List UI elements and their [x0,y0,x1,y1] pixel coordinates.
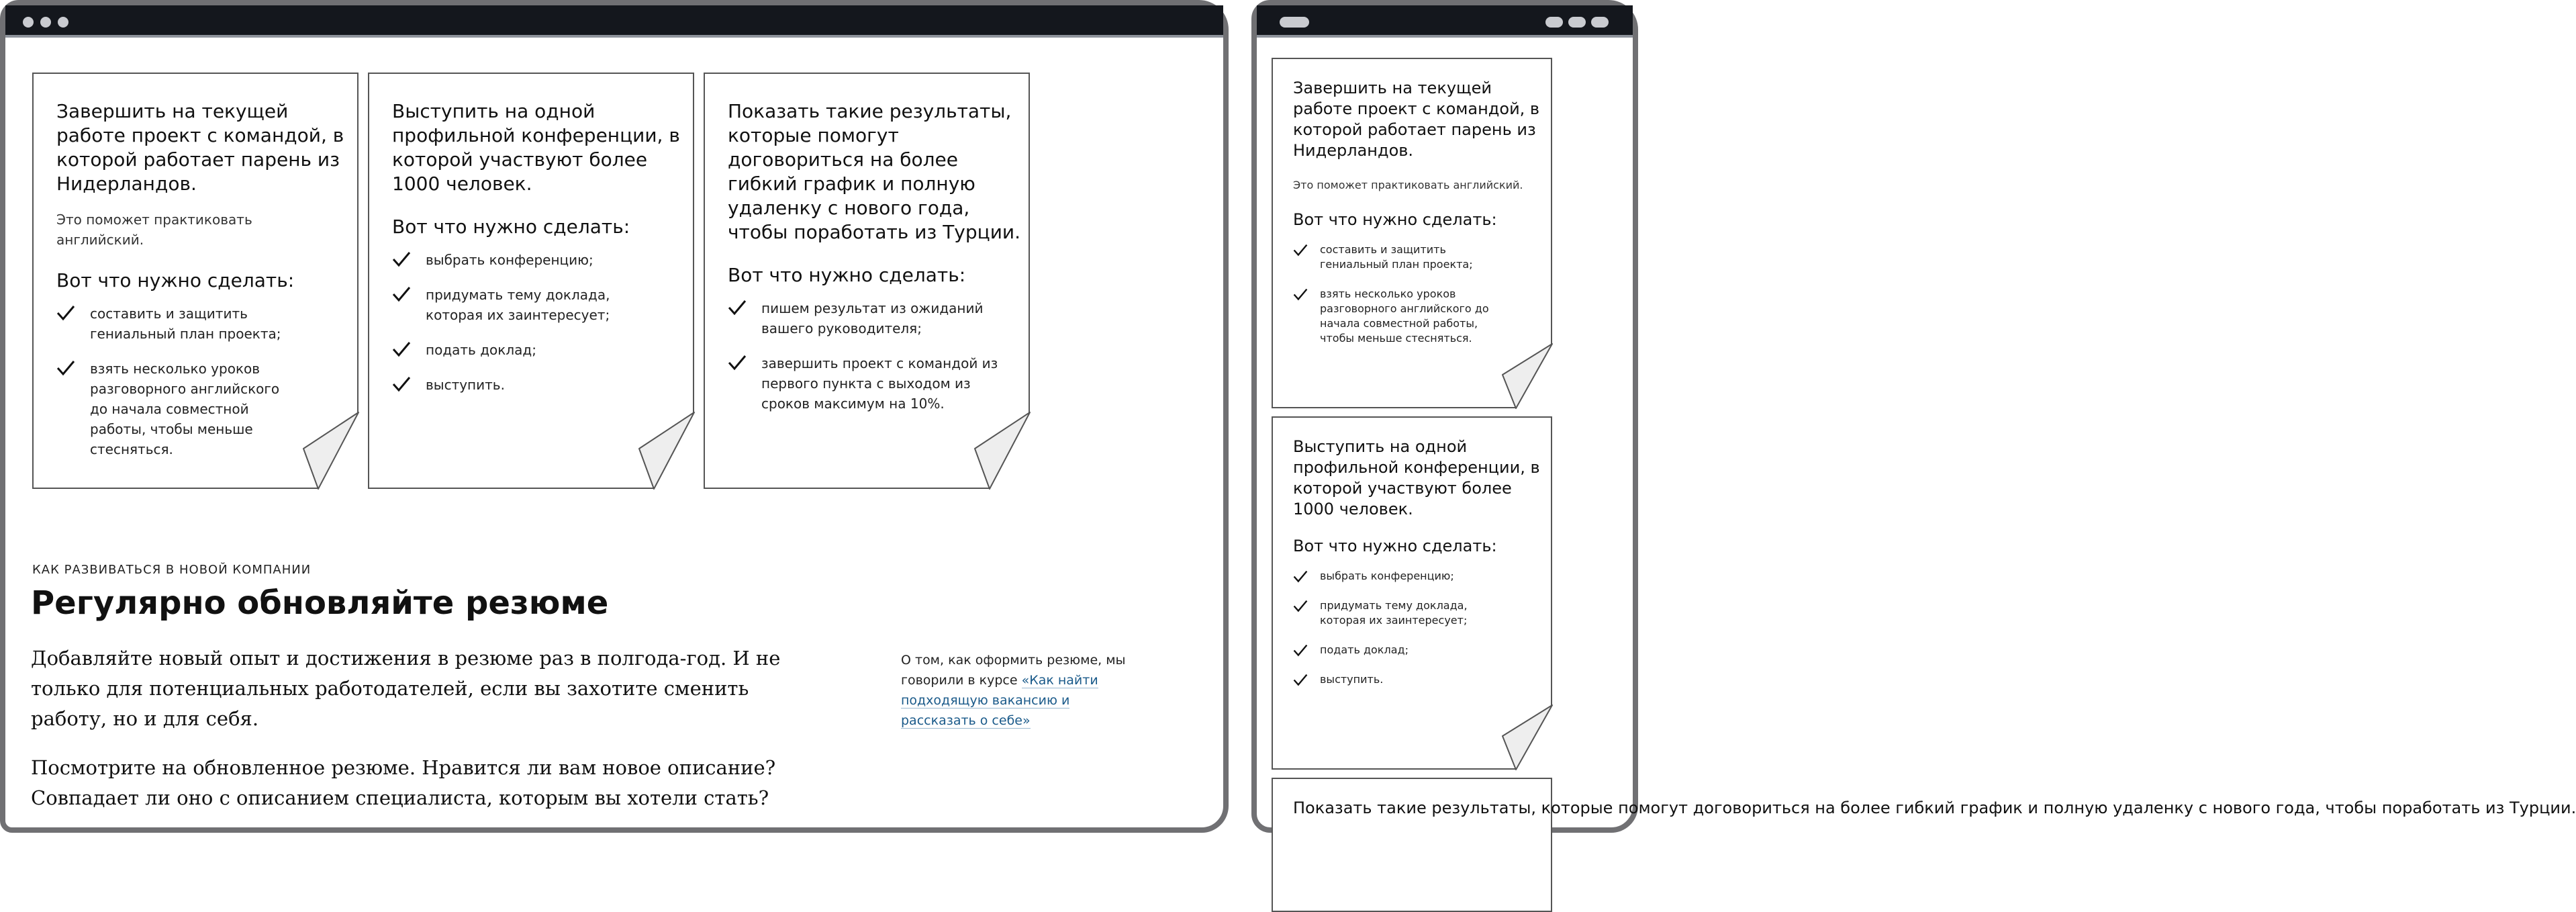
todo-item-text: составить и защитить гениальный план проекта; [90,306,281,342]
card-todo-title: Вот что нужно сделать: [728,264,966,286]
todo-item [56,359,298,459]
card-todo-title: Вот что нужно сделать: [1293,537,1497,555]
todo-item [728,353,1003,414]
goal-card [32,73,359,489]
todo-item [1293,242,1494,272]
card-title: Завершить на текущей работе проект с командой, в которой работает парень из Нидерландов. [56,100,344,195]
page-fold-icon [638,412,694,489]
page-fold-icon [973,412,1030,489]
side-note-text: О том, как оформить резюме, мы говорили в курсе [901,653,1126,688]
todo-item-text: взять несколько уроков разговорного английского до начала совместной работы, чтобы меньше стесняться. [90,361,280,457]
todo-item [1293,287,1494,346]
todo-item [1293,643,1494,657]
todo-item-text: пишем результат из ожиданий вашего руководителя; [761,300,984,336]
check-icon [728,355,747,371]
check-icon [1293,570,1308,583]
todo-item-text: выбрать конференцию; [1320,569,1454,582]
check-icon [392,341,411,357]
page-heading: Регулярно обновляйте резюме [31,584,609,622]
todo-item-text: выступить. [1320,673,1384,686]
section-eyebrow: КАК РАЗВИВАТЬСЯ В НОВОЙ КОМПАНИИ [32,563,312,577]
check-icon [1293,674,1308,686]
goal-card [1272,416,1552,770]
card-note: Это поможет практиковать английский. [56,212,252,248]
check-icon [56,360,75,376]
todo-item [1293,598,1494,628]
page-fold-icon [1501,344,1552,408]
body-paragraph: Добавляйте новый опыт и достижения в резюме раз в полгода-год. И не только для потенциальных работодателей, если вы захотите сменить работу, но и для себя. [31,647,781,730]
card-note: Это поможет практиковать английский. [1293,179,1523,191]
mobile-titlebar [1257,5,1633,38]
card-todo-title: Вот что нужно сделать: [392,216,630,238]
check-icon [392,286,411,302]
goal-card [704,73,1030,489]
todo-item [392,340,667,360]
mobile-browser-window [1251,0,2576,833]
todo-item [1293,672,1494,687]
todo-list [1293,569,1537,687]
todo-list [728,298,1008,414]
page-fold-icon [302,412,359,489]
todo-item [392,250,667,270]
window-dot-icon[interactable] [23,17,34,28]
window-dot-icon[interactable] [40,17,51,28]
check-icon [728,300,747,316]
todo-list [56,304,337,459]
card-title: Выступить на одной профильной конференции, в которой участвуют более 1000 человек. [392,100,680,195]
check-icon [1293,244,1308,257]
todo-item-text: завершить проект с командой из первого пункта с выходом из сроков максимум на 10%. [761,355,998,412]
window-dot-icon[interactable] [58,17,68,28]
todo-list [1293,242,1537,346]
check-icon [1293,288,1308,301]
todo-item [392,285,667,325]
todo-item-text: подать доклад; [426,342,536,358]
check-icon [1293,644,1308,657]
window-dot-icon[interactable] [1568,17,1586,28]
page-fold-icon [1501,705,1552,770]
check-icon [392,251,411,267]
desktop-browser-window [0,0,1229,833]
todo-item-text: выбрать конференцию; [426,252,593,268]
body-paragraph: Посмотрите на обновленное резюме. Нравится ли вам новое описание? Совпадает ли оно с описанием специалиста, которым вы хотели стать? [31,756,776,809]
goal-card [368,73,694,489]
card-todo-title: Вот что нужно сделать: [1293,210,1497,229]
card-title: Показать такие результаты, которые помогут договориться на более гибкий график и полную удаленку с нового года, чтобы поработать из Турции. [1293,799,2576,817]
card-title: Выступить на одной профильной конференции, в которой участвуют более 1000 человек. [1293,437,1540,518]
todo-item-text: придумать тему доклада, которая их заинтересует; [426,287,610,323]
side-note [901,650,1143,731]
desktop-titlebar [5,5,1223,38]
todo-item-text: взять несколько уроков разговорного английского до начала совместной работы, чтобы меньше стесняться. [1320,287,1489,345]
todo-item-text: выступить. [426,377,505,393]
goal-card [1272,58,1552,408]
goal-card [1272,778,2576,912]
check-icon [392,376,411,392]
todo-item [56,304,305,344]
todo-item [1293,569,1494,584]
card-title: Завершить на текущей работе проект с командой, в которой работает парень из Нидерландов. [1293,79,1540,160]
todo-item-text: составить и защитить гениальный план проекта; [1320,243,1473,271]
check-icon [56,305,75,321]
todo-list [392,250,673,395]
course-link[interactable]: «Как найти подходящую вакансию и рассказать о себе» [901,673,1098,728]
card-title: Показать такие результаты, которые помогут договориться на более гибкий график и полную удаленку с нового года, чтобы поработать из Турции. [728,100,1020,243]
todo-item-text: подать доклад; [1320,643,1409,656]
todo-item-text: придумать тему доклада, которая их заинтересует; [1320,599,1468,627]
todo-item [728,298,1003,338]
tab-pill-icon[interactable] [1280,17,1309,28]
window-dot-icon[interactable] [1591,17,1609,28]
check-icon [1293,600,1308,612]
todo-item [392,375,667,395]
window-dot-icon[interactable] [1545,17,1563,28]
card-todo-title: Вот что нужно сделать: [56,269,295,291]
